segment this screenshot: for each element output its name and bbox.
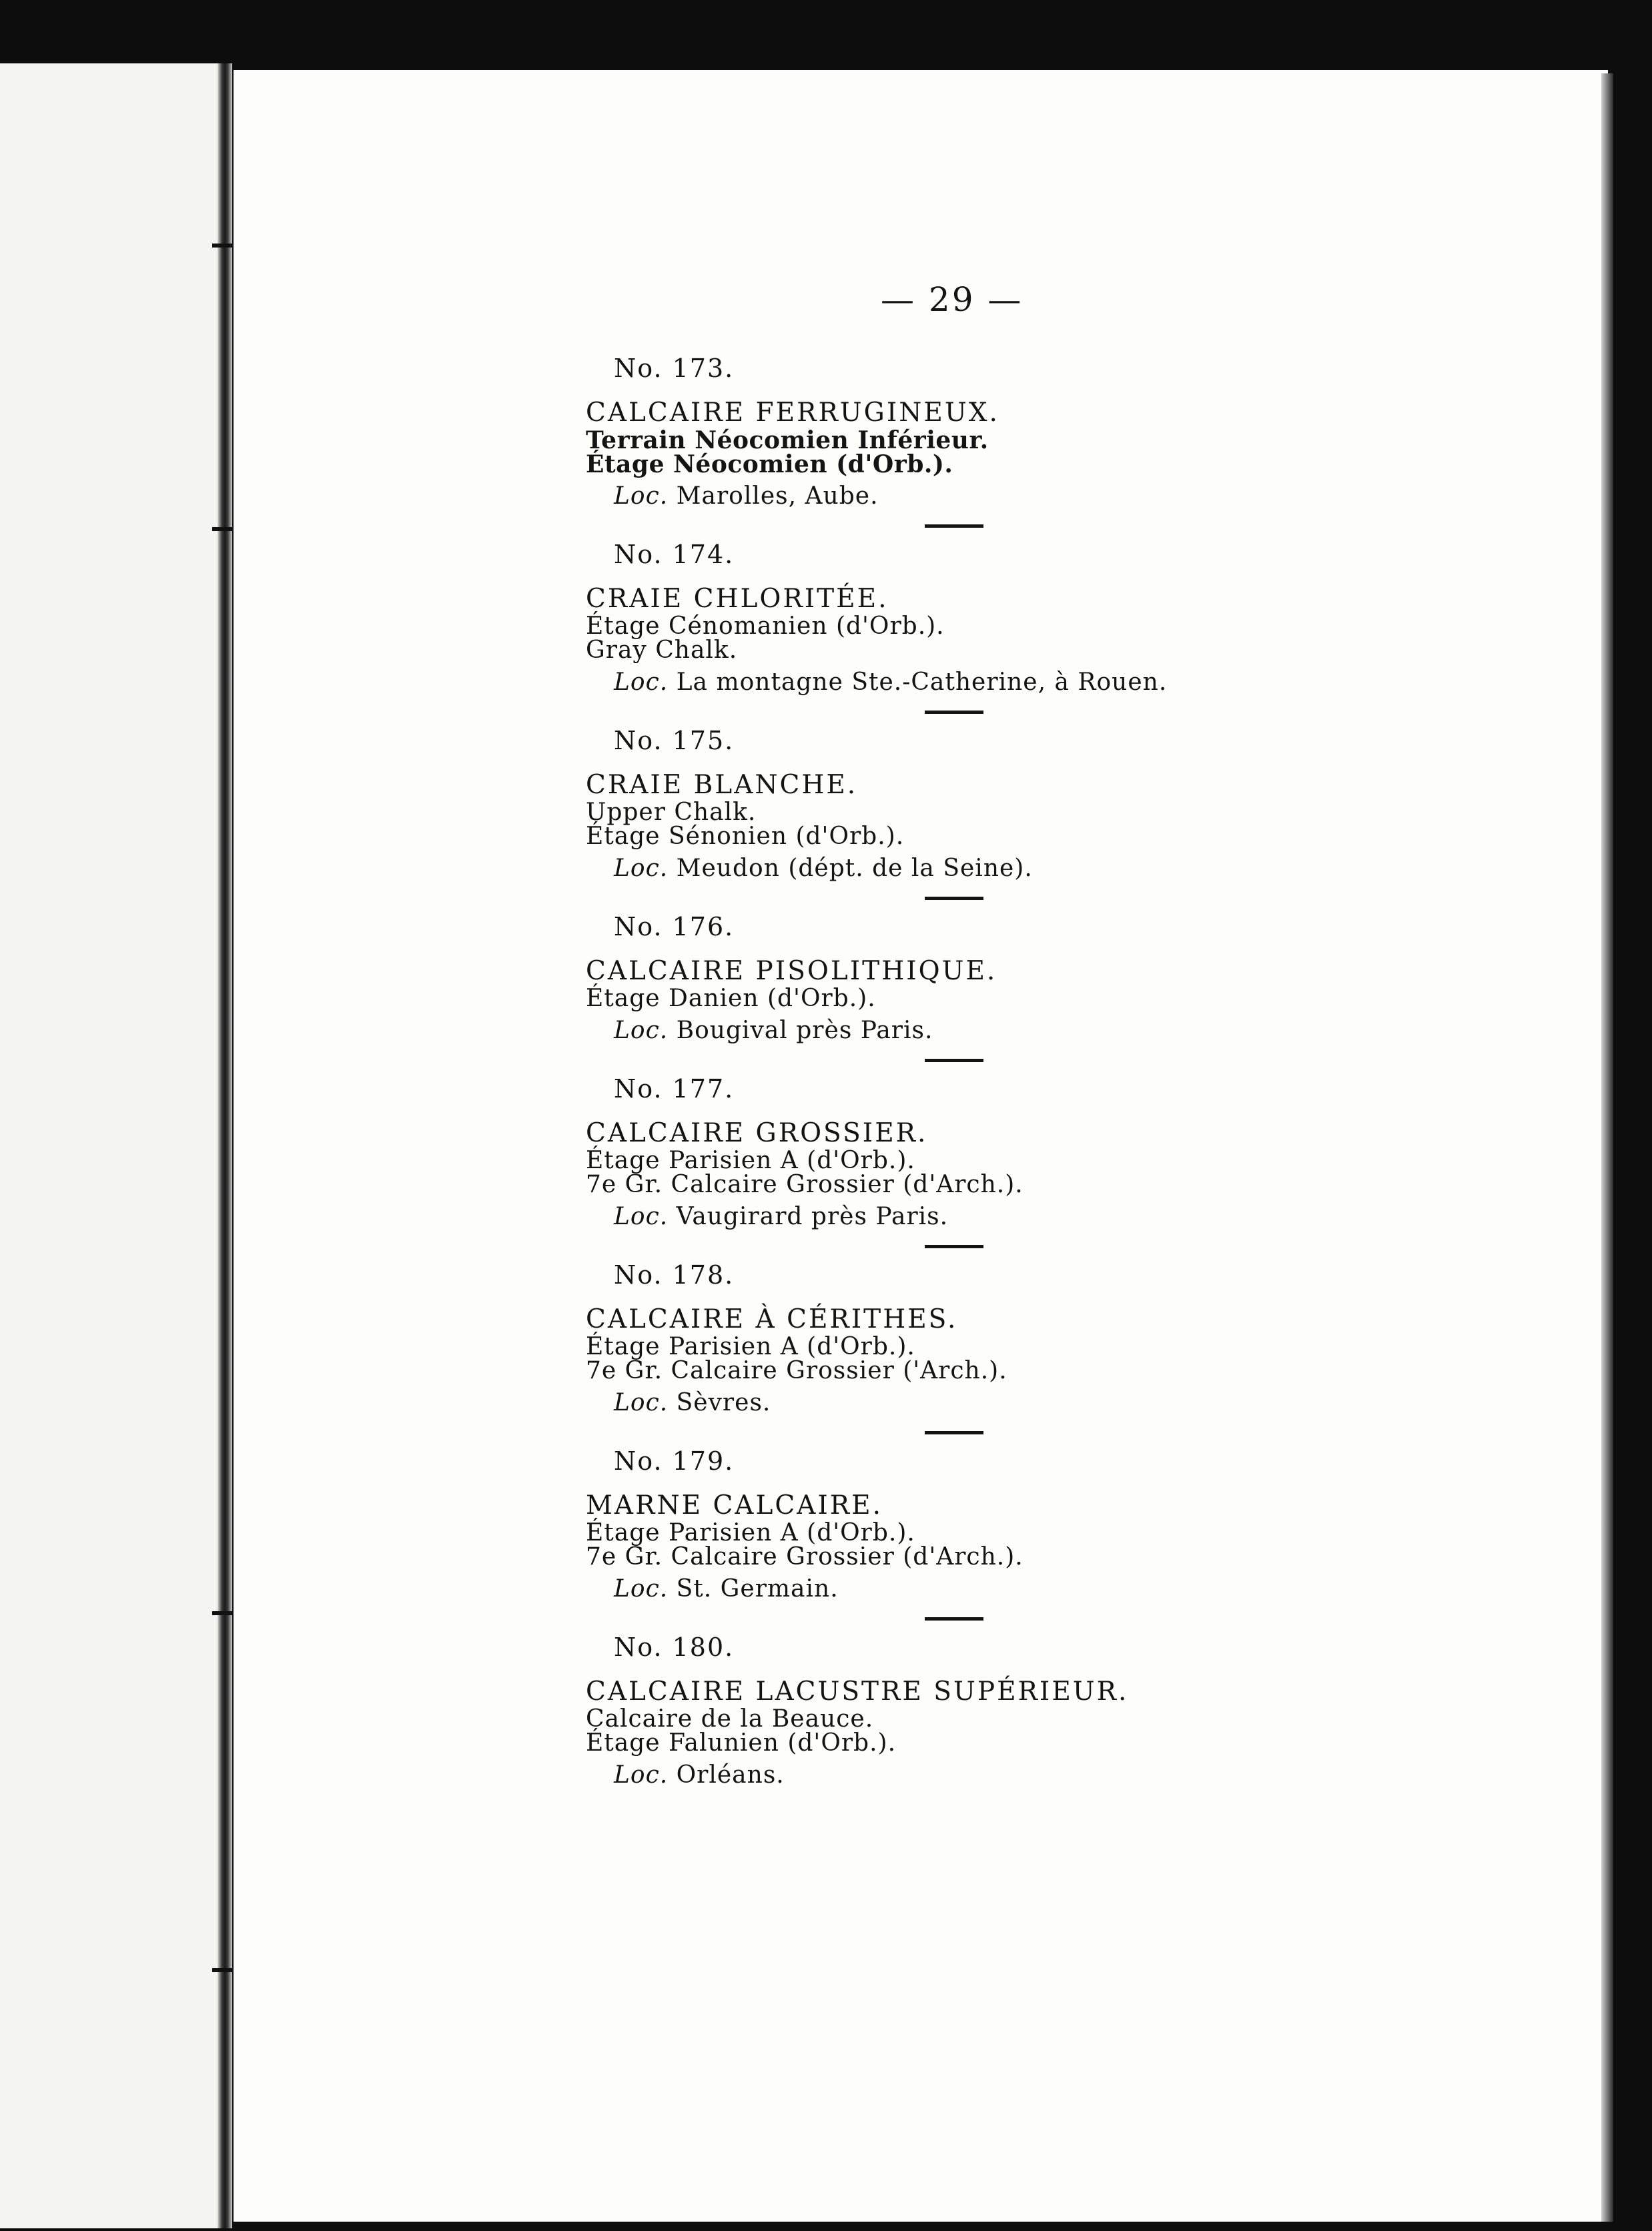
page-number: — 29 — [881,280,1023,319]
specimen-number: No. 179. [614,1446,735,1476]
specimen-stage-line: Étage Cénomanien (d'Orb.). [586,612,945,640]
specimen-entry [586,354,1487,511]
locality-value: Orléans. [668,1761,785,1789]
locality-value: Meudon (dépt. de la Seine). [668,855,1033,882]
specimen-entry [586,1260,1487,1418]
locality-value: Vaugirard près Paris. [668,1203,949,1230]
entry-separator-rule [925,1059,983,1062]
specimen-title: CALCAIRE LACUSTRE SUPÉRIEUR. [586,1677,1129,1707]
specimen-stage-line: Gray Chalk. [586,636,738,664]
specimen-stage-line: Étage Parisien A (d'Orb.). [586,1147,915,1174]
specimen-locality [586,482,1487,511]
locality-value: St. Germain. [668,1575,839,1603]
locality-label: Loc. [614,1389,669,1416]
locality-label: Loc. [614,1575,669,1603]
specimen-locality [586,1202,1487,1232]
locality-label: Loc. [614,1017,669,1044]
locality-label: Loc. [614,1203,669,1230]
specimen-stage-line: Étage Parisien A (d'Orb.). [586,1333,915,1360]
specimen-number: No. 176. [614,912,735,941]
specimen-title: CALCAIRE À CÉRITHES. [586,1304,958,1334]
locality-label: Loc. [614,1761,669,1789]
entry-separator-rule [925,1431,983,1434]
specimen-locality [586,1388,1487,1418]
specimen-entry [586,1074,1487,1232]
specimen-number: No. 177. [614,1074,735,1103]
specimen-stage-line: Étage Danien (d'Orb.). [586,985,876,1012]
left-page-margin [0,63,227,2228]
locality-value: Sèvres. [668,1389,771,1416]
specimen-locality [586,1575,1487,1604]
specimen-stage-line: 7e Gr. Calcaire Grossier ('Arch.). [586,1357,1007,1384]
entry-separator-rule [925,711,983,714]
entry-separator-rule [925,524,983,528]
specimen-number: No. 173. [614,354,735,383]
specimen-number: No. 174. [614,540,735,569]
specimen-title: CALCAIRE FERRUGINEUX. [586,398,999,428]
entry-separator-rule [925,897,983,900]
specimen-list [586,354,1487,1790]
locality-label: Loc. [614,482,669,510]
specimen-number: No. 180. [614,1633,735,1662]
specimen-title: CALCAIRE PISOLITHIQUE. [586,956,997,986]
specimen-locality [586,1761,1487,1790]
specimen-locality [586,854,1487,883]
specimen-stage-line: Étage Parisien A (d'Orb.). [586,1519,915,1546]
entry-separator-rule [925,1617,983,1621]
specimen-locality [586,1016,1487,1045]
specimen-stage-line: Étage Néocomien (d'Orb.). [586,450,953,478]
specimen-entry [586,1446,1487,1604]
specimen-title: CALCAIRE GROSSIER. [586,1118,928,1148]
specimen-stage-line: Étage Falunien (d'Orb.). [586,1729,897,1757]
page-edge-shadow [1601,73,1613,2222]
specimen-locality [586,668,1487,697]
specimen-title: CRAIE BLANCHE. [586,770,858,800]
specimen-entry [586,1633,1487,1790]
locality-label: Loc. [614,855,669,882]
specimen-stage-line: 7e Gr. Calcaire Grossier (d'Arch.). [586,1543,1023,1571]
specimen-stage-line: Étage Sénonien (d'Orb.). [586,823,905,850]
locality-value: Marolles, Aube. [668,482,879,510]
locality-value: Bougival près Paris. [668,1017,933,1044]
locality-value: La montagne Ste.-Catherine, à Rouen. [668,668,1168,696]
specimen-entry [586,540,1487,697]
specimen-number: No. 175. [614,726,735,755]
specimen-number: No. 178. [614,1260,735,1290]
book-binding [218,63,232,2228]
specimen-title: CRAIE CHLORITÉE. [586,584,889,614]
specimen-stage-line: Calcaire de la Beauce. [586,1705,874,1733]
locality-label: Loc. [614,668,669,696]
specimen-entry [586,726,1487,883]
specimen-stage-line: 7e Gr. Calcaire Grossier (d'Arch.). [586,1171,1023,1198]
specimen-entry [586,912,1487,1045]
specimen-title: MARNE CALCAIRE. [586,1490,883,1520]
specimen-stage-line: Upper Chalk. [586,799,757,826]
entry-separator-rule [925,1245,983,1248]
specimen-stage-line: Terrain Néocomien Inférieur. [586,426,989,454]
